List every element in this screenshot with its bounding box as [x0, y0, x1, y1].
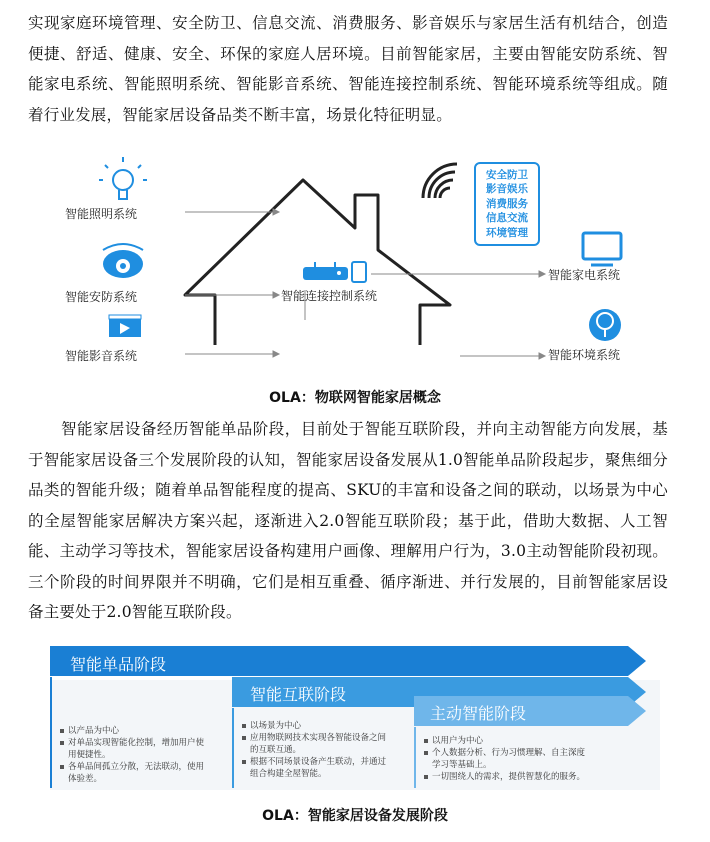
- services-box: [474, 162, 540, 246]
- stage1-bullets: [60, 725, 210, 785]
- list-item: 根据不同场景设备产生联动，并通过组合构建全屋智能。: [242, 756, 392, 780]
- label-environment: 智能环境系统: [548, 348, 621, 362]
- label-appliance: 智能家电系统: [548, 268, 621, 282]
- service-item: 信息交流: [486, 212, 528, 225]
- list-item: 个人数据分析、行为习惯理解、自主深度学习等基础上。: [424, 747, 589, 771]
- stage2-title: 智能互联阶段: [250, 685, 347, 704]
- stages-diagram: [50, 640, 660, 795]
- smart-home-diagram: [55, 150, 655, 375]
- service-item: 环境管理: [486, 226, 528, 239]
- stages-paragraph: 智能家居设备经历智能单品阶段，目前处于智能互联阶段，并向主动智能方向发展，基于智能家居设备三个发展阶段的认知，智能家居设备发展从1.0智能单品阶段起步，聚焦细分品类的智能升级；随着单品智能程度的提高、SKU的丰富和设备之间的联动，以场景为中心的全屋智能家居解决方案兴起，逐渐进入2.0智能互联阶段；基于此，借助大数据、人工智能、主动学习等技术，智能家居设备构建用户画像、理解用户行为，3.0主动智能阶段初现。三个阶段的时间界限并不明确，它们是相互重叠、循序渐进、并行发展的，目前智能家居设备主要处于2.0智能互联阶段。: [28, 420, 668, 621]
- stage1-title: 智能单品阶段: [70, 655, 167, 674]
- service-item: 安全防卫: [486, 168, 528, 181]
- stage3-bullets: [424, 735, 589, 783]
- list-item: 以产品为中心: [60, 725, 210, 737]
- service-item: 消费服务: [486, 197, 528, 210]
- tree-icon: [589, 309, 621, 341]
- label-control: 智能连接控制系统: [281, 289, 378, 303]
- video-icon: [109, 315, 141, 337]
- stage3-title: 主动智能阶段: [430, 704, 527, 723]
- house-outline: [185, 180, 450, 345]
- intro-paragraph: 实现家庭环境管理、安全防卫、信息交流、消费服务、影音娱乐与家居生活有机结合，创造便捷、舒适、健康、安全、环保的家庭人居环境。目前智能家居，主要由智能安防系统、智能家电系统、智能照明系统、智能影音系统、智能连接控制系统、智能环境系统等组成。随着行业发展，智能家居设备品类不断丰富，场景化特征明显。: [28, 14, 668, 124]
- figure1-caption: OLA：物联网智能家居概念: [269, 390, 441, 406]
- stage2-bullets: [242, 720, 392, 780]
- label-lighting: 智能照明系统: [65, 207, 138, 221]
- list-item: 一切围绕人的需求，提供智慧化的服务。: [424, 771, 589, 783]
- list-item: 应用物联网技术实现各智能设备之间的互联互通。: [242, 732, 392, 756]
- list-item: 对单品实现智能化控制，增加用户使用便捷性。: [60, 737, 210, 761]
- service-item: 影音娱乐: [486, 183, 528, 196]
- figure2-caption: OLA：智能家居设备发展阶段: [262, 808, 448, 824]
- lightbulb-icon: [99, 157, 147, 199]
- label-av: 智能影音系统: [65, 349, 138, 363]
- router-icon: [303, 262, 366, 282]
- wifi-icon: [423, 164, 457, 198]
- list-item: 以场景为中心: [242, 720, 392, 732]
- list-item: 以用户为中心: [424, 735, 589, 747]
- tv-icon: [583, 233, 621, 265]
- list-item: 各单品间孤立分散，无法联动，使用体验差。: [60, 761, 210, 785]
- house-illustration: [55, 150, 655, 375]
- security-camera-icon: [103, 244, 143, 278]
- label-security: 智能安防系统: [65, 290, 138, 304]
